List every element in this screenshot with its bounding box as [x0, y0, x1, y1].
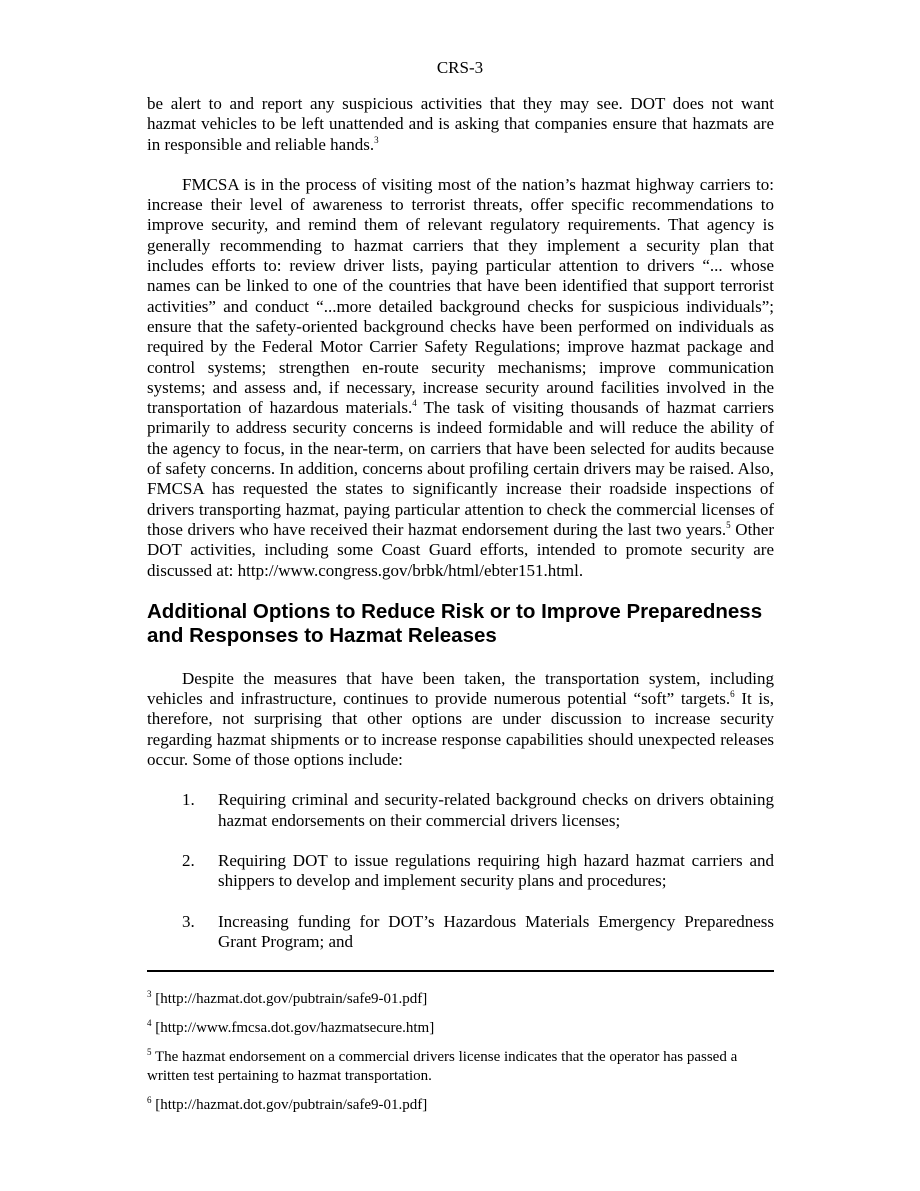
- footnotes: [147, 990, 774, 1125]
- list-item-text: Increasing funding for DOT’s Hazardous Materials Emergency Preparedness Grant Program; and: [218, 911, 774, 951]
- footnote-ref-6: 6: [730, 689, 735, 700]
- footnote-ref-5: 5: [726, 519, 731, 530]
- paragraph-continued: [147, 94, 774, 155]
- list-item-text: Requiring criminal and security-related background checks on drivers obtaining hazmat endorsements on their commercial drivers licenses;: [218, 790, 774, 830]
- footnote-ref-4: 4: [412, 398, 417, 409]
- list-item: [147, 790, 774, 831]
- footnote: [147, 1019, 774, 1038]
- list-item-number: 2.: [182, 850, 195, 870]
- body-text: [147, 94, 774, 972]
- footnote-text: [http://www.fmcsa.dot.gov/hazmatsecure.htm]: [151, 1020, 435, 1036]
- footnote-ref-3: 3: [374, 134, 379, 145]
- footnote-number: 5: [147, 1047, 152, 1057]
- footnote-number: 4: [147, 1018, 152, 1028]
- paragraph-text: It is, therefore, not surprising that other options are under discussion to increase security regarding hazmat shipments or to increase response capabilities should unexpected releases occur. Some of those options include:: [147, 689, 774, 770]
- footnote-text: [http://hazmat.dot.gov/pubtrain/safe9-01.pdf]: [151, 1097, 428, 1113]
- footnote: [147, 990, 774, 1009]
- paragraph-text: be alert to and report any suspicious activities that they may see. DOT does not want hazmat vehicles to be left unattended and is asking that companies ensure that hazmats are in responsible and reliable hands.: [147, 94, 774, 154]
- list-item-number: 3.: [182, 911, 195, 931]
- list-item-text: Requiring DOT to issue regulations requiring high hazard hazmat carriers and shippers to develop and implement security plans and procedures;: [218, 850, 774, 891]
- footnote-text: The hazmat endorsement on a commercial drivers license indicates that the operator has passed a written test pertaining to hazmat transportation.: [147, 1049, 738, 1084]
- paragraph-text: The task of visiting thousands of hazmat carriers primarily to address security concerns is indeed formidable and will reduce the ability of the agency to focus, in the near-term, on carriers that have been selected for audits because of safety concerns. In addition, concerns about profiling certain drivers may be raised. Also, FMCSA has requested the states to significantly increase their roadside inspections of drivers transporting hazmat, paying particular attention to check the commercial licenses of those drivers who have received their hazmat endorsement during the last two years.: [147, 398, 774, 539]
- footnote-number: 3: [147, 989, 152, 999]
- options-list: [147, 790, 774, 952]
- paragraph-text: Other DOT activities, including some Coast Guard efforts, intended to promote security are discussed at: http://www.congress.gov/brbk/html/ebter151.html.: [147, 519, 774, 580]
- paragraph-options-intro: [147, 669, 774, 770]
- paragraph-text: FMCSA is in the process of visiting most of the nation’s hazmat highway carriers to: increase their level of awareness to terrorist threats, offer specific recommendations to improve security, and remind them of relevant regulatory requirements. That agency is generally recommending to hazmat carriers that they implement a security plan that includes efforts to: review driver lists, paying particular attention to drivers “... whose names can be linked to one of the countries that have been identified that support terrorist activities” and conduct “...more detailed background checks for suspicious individuals”; ensure that the safety-oriented background checks have been performed on individuals as required by the Federal Motor Carrier Safety Regulations; improve hazmat package and control systems; strengthen en-route security mechanisms; improve communication systems; and assess and, if necessary, increase security around facilities involved in the transportation of hazardous materials.: [147, 174, 774, 418]
- page-header: CRS-3: [436, 58, 484, 77]
- footnote: [147, 1096, 774, 1115]
- list-item: [147, 851, 774, 892]
- list-item: [147, 912, 774, 953]
- footnote: [147, 1048, 774, 1086]
- footnote-text: [http://hazmat.dot.gov/pubtrain/safe9-01.pdf]: [151, 991, 428, 1007]
- footnote-number: 6: [147, 1095, 152, 1105]
- footnote-divider: [147, 970, 774, 972]
- section-heading: Additional Options to Reduce Risk or to Improve Preparedness and Responses to Hazmat Releases: [147, 599, 763, 647]
- list-item-number: 1.: [182, 790, 195, 810]
- paragraph-text: Despite the measures that have been taken, the transportation system, including vehicles and infrastructure, continues to provide numerous potential “soft” targets.: [147, 668, 774, 709]
- paragraph-fmcsa: [147, 175, 774, 581]
